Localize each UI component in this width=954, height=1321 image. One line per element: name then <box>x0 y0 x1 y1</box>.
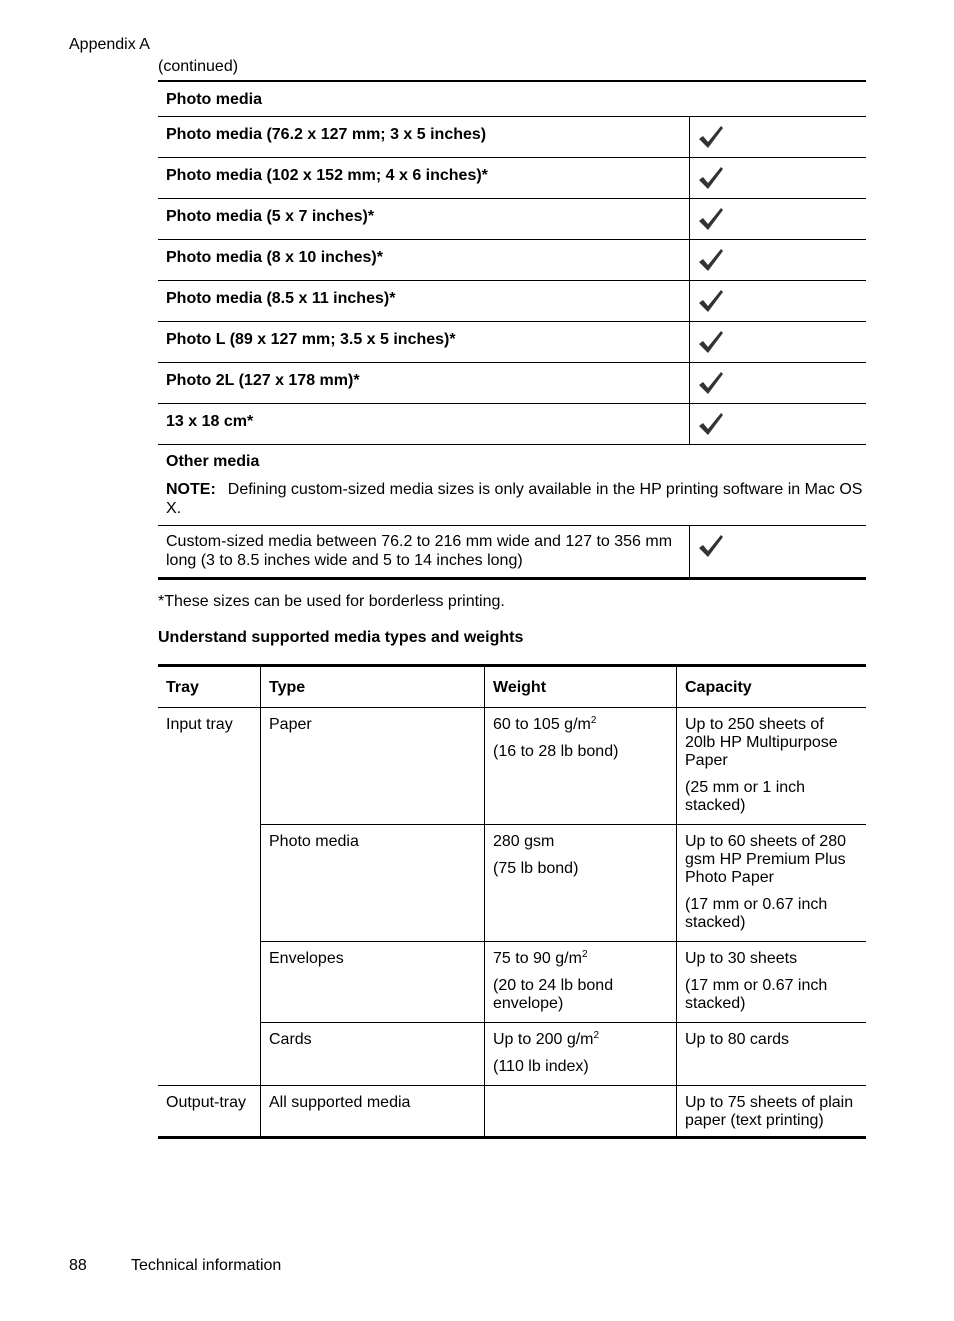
capacity-value: Up to 60 sheets of 280 gsm HP Premium Plus Photo Paper <box>685 833 846 886</box>
weight-cell <box>485 1023 677 1086</box>
capacity-alt: (17 mm or 0.67 inch stacked) <box>685 977 828 1012</box>
checkmark-icon <box>698 371 724 395</box>
capacity-alt: (17 mm or 0.67 inch stacked) <box>685 896 828 931</box>
footer-section-title: Technical information <box>131 1257 282 1274</box>
superscript: 2 <box>581 949 588 960</box>
other-media-title: Other media <box>166 453 260 470</box>
capacity-cell <box>677 942 867 1023</box>
media-size-label: Photo media (8 x 10 inches)* <box>158 240 690 281</box>
checkmark-icon <box>698 166 724 190</box>
weight-value: 60 to 105 g/m <box>493 716 591 733</box>
weight-cell <box>485 825 677 942</box>
media-size-label: Photo 2L (127 x 178 mm)* <box>158 363 690 404</box>
capacity-cell: Up to 75 sheets of plain paper (text printing) <box>677 1086 867 1138</box>
capacity-value: Up to 80 cards <box>685 1031 790 1048</box>
media-size-label: Photo L (89 x 127 mm; 3.5 x 5 inches)* <box>158 322 690 363</box>
custom-media-row <box>158 526 866 579</box>
supported-cell <box>690 240 867 281</box>
column-header-type: Type <box>261 666 485 708</box>
capacity-cell <box>677 1023 867 1086</box>
weight-cell <box>485 942 677 1023</box>
weight-alt: (110 lb index) <box>493 1058 589 1075</box>
custom-media-label: Custom-sized media between 76.2 to 216 mm wide and 127 to 356 mm long (3 to 8.5 inches wide and 5 to 14 inches long) <box>166 533 673 569</box>
appendix-label: Appendix A <box>69 36 150 53</box>
section-heading: Understand supported media types and weights <box>158 629 524 646</box>
supported-cell <box>690 117 867 158</box>
table-row <box>158 825 866 942</box>
media-size-label: Photo media (5 x 7 inches)* <box>158 199 690 240</box>
note <box>166 480 866 518</box>
tray-cell: Output-tray <box>166 1094 247 1111</box>
weight-value: Up to 200 g/m <box>493 1031 594 1048</box>
note-text: Defining custom-sized media sizes is only available in the HP printing software in Mac OS X. <box>166 481 863 517</box>
type-cell: Paper <box>261 708 485 825</box>
checkmark-icon <box>698 289 724 313</box>
capacity-alt: (25 mm or 1 inch stacked) <box>685 779 806 814</box>
media-row <box>158 158 866 199</box>
supported-cell <box>690 526 867 579</box>
media-row <box>158 281 866 322</box>
note-label: NOTE: <box>166 481 216 498</box>
photo-media-table <box>158 80 866 580</box>
borderless-footnote: *These sizes can be used for borderless printing. <box>158 593 505 610</box>
column-header-capacity: Capacity <box>677 666 867 708</box>
checkmark-icon <box>698 125 724 149</box>
page-number: 88 <box>69 1257 87 1274</box>
table-row <box>158 942 866 1023</box>
capacity-cell <box>677 825 867 942</box>
header-row <box>158 666 866 708</box>
media-row <box>158 199 866 240</box>
weight-value: 280 gsm <box>493 833 555 850</box>
checkmark-icon <box>698 207 724 231</box>
supported-cell <box>690 322 867 363</box>
column-header-tray: Tray <box>158 666 261 708</box>
superscript: 2 <box>593 1030 600 1041</box>
superscript: 2 <box>590 715 597 726</box>
section-row <box>158 81 866 117</box>
capacity-value: Up to 250 sheets of 20lb HP Multipurpose Paper <box>685 716 838 769</box>
weight-alt: (16 to 28 lb bond) <box>493 743 619 760</box>
supported-cell <box>690 199 867 240</box>
tray-cell: Input tray <box>158 708 261 1086</box>
type-cell: All supported media <box>261 1086 485 1138</box>
supported-cell <box>690 281 867 322</box>
capacity-value: Up to 30 sheets <box>685 950 798 967</box>
checkmark-icon <box>698 330 724 354</box>
media-row <box>158 117 866 158</box>
media-size-label: Photo media (8.5 x 11 inches)* <box>158 281 690 322</box>
media-row <box>158 322 866 363</box>
table-row <box>158 708 866 825</box>
weight-cell <box>485 708 677 825</box>
media-size-label: Photo media (76.2 x 127 mm; 3 x 5 inches) <box>158 117 690 158</box>
checkmark-icon <box>698 412 724 436</box>
weight-alt: (20 to 24 lb bond envelope) <box>493 977 614 1012</box>
supported-cell <box>690 158 867 199</box>
section-title: Photo media <box>158 81 866 117</box>
type-cell: Envelopes <box>261 942 485 1023</box>
table-row <box>158 1086 866 1138</box>
supported-cell <box>690 404 867 445</box>
checkmark-icon <box>698 248 724 272</box>
media-size-label: Photo media (102 x 152 mm; 4 x 6 inches)* <box>158 158 690 199</box>
media-row <box>158 404 866 445</box>
weight-alt: (75 lb bond) <box>493 860 579 877</box>
supported-cell <box>690 363 867 404</box>
media-weights-table <box>158 664 866 1139</box>
checkmark-icon <box>698 534 724 558</box>
table-row <box>158 1023 866 1086</box>
type-cell: Cards <box>261 1023 485 1086</box>
capacity-cell <box>677 708 867 825</box>
other-media-cell <box>158 445 866 526</box>
weight-cell <box>485 1086 677 1138</box>
media-row <box>158 240 866 281</box>
other-media-row <box>158 445 866 526</box>
media-size-label: 13 x 18 cm* <box>158 404 690 445</box>
type-cell: Photo media <box>261 825 485 942</box>
continued-label: (continued) <box>158 58 239 75</box>
media-row <box>158 363 866 404</box>
weight-value: 75 to 90 g/m <box>493 950 582 967</box>
column-header-weight: Weight <box>485 666 677 708</box>
